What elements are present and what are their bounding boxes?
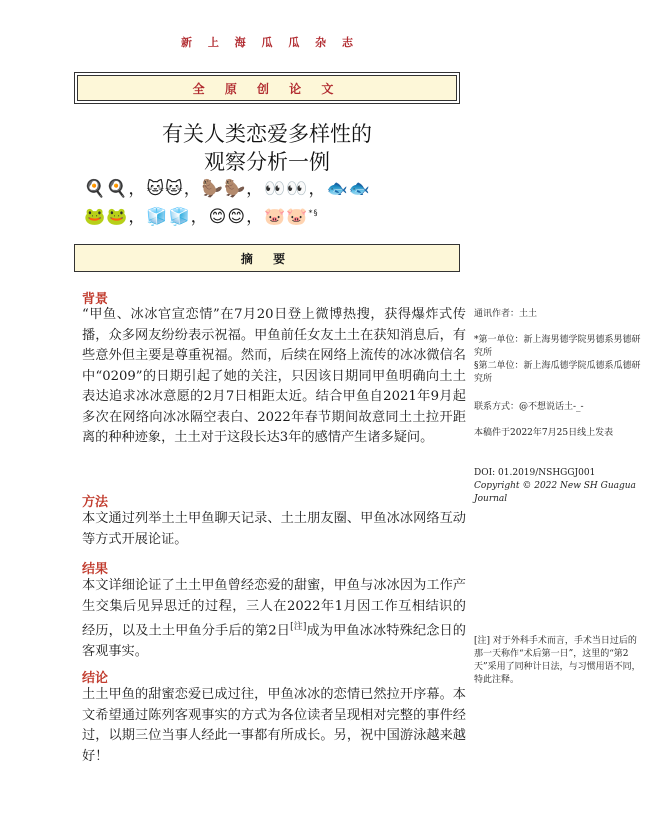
results-note-mark: [注]	[290, 622, 307, 632]
author-emoji-row-1: 🍳🍳，🐱🐱，🦫🦫，👀👀，🐟🐟	[84, 179, 371, 199]
results-heading: 结果	[82, 562, 109, 577]
methods-text: 本文通过列举土土甲鱼聊天记录、土土朋友圈、甲鱼冰冰网络互动等方式开展论证。	[82, 511, 466, 547]
author-emoji-row-2	[84, 202, 464, 227]
title-line-1: 有关人类恋爱多样性的	[162, 122, 372, 146]
conclusion-heading: 结论	[82, 671, 109, 686]
author-emoji-row-2-text: 🐸🐸，🧊🧊，😊😊，🐷🐷	[84, 207, 309, 227]
contact-info: 联系方式：@不想说话土-_-	[474, 402, 584, 412]
author-footnote-mark: *§	[308, 208, 319, 218]
doi-block	[474, 467, 642, 506]
results-text-before: 本文详细论证了土土甲鱼曾经恋爱的甜蜜，甲鱼与冰冰因为工作产生交集后见异思迁的过程，三人在2022年1月因工作互相结识的经历，以及土土甲鱼分手后的第2日	[82, 578, 466, 639]
affiliations	[474, 334, 642, 386]
conclusion-text: 土土甲鱼的甜蜜恋爱已成过往，甲鱼冰冰的恋情已然拉开序幕。本文希望通过陈列客观事实的方式为各位读者呈现相对完整的事件经过，以期三位当事人经此一事都有所成长。另，祝中国游泳越来越好！	[82, 687, 466, 764]
affiliation-1: *第一单位：新上海男德学院男德系男德研究所	[474, 335, 641, 358]
results-text-after: 成为甲鱼冰冰特殊纪念日的客观事实。	[82, 623, 466, 659]
article-type-label: 全 原 创 论 文	[77, 75, 457, 101]
background-heading: 背景	[82, 292, 109, 307]
doi: DOI: 01.2019/NSHGGJ001	[474, 468, 596, 478]
corresponding-author: 通讯作者：土土	[474, 309, 538, 319]
footnote: [注] 对于外科手术而言，手术当日过后的那一天称作“术后第一日”，这里的“第2天”采用了同种计日法，与习惯用语不同，特此注释。	[474, 636, 641, 685]
abstract-heading: 摘 要	[74, 244, 460, 272]
article-type-banner	[74, 72, 460, 104]
journal-name: 新 上 海 瓜 瓜 杂 志	[181, 36, 359, 49]
methods-heading: 方法	[82, 495, 109, 510]
background-text: “甲鱼、冰冰官宣恋情”在7月20日登上微博热搜，获得爆炸式传播，众多网友纷纷表示祝福。甲鱼前任女友土土在获知消息后，有些意外但主要是尊重祝福。然而，后续在网络上流传的冰冰微信名中“0209”的日期引起了她的关注，只因该日期同甲鱼明确向土土表达追求冰冰意愿的2月7日相距太近。结合甲鱼自2021年9月起多次在网络向冰冰隔空表白、2022年春节期间故意同土土拉开距离的种种迹象，土土对于这段长达3年的感情产生诸多疑问。	[82, 307, 466, 445]
affiliation-2: §第二单位：新上海瓜德学院瓜德系瓜德研究所	[474, 361, 641, 384]
copyright: Copyright © 2022 New SH Guagua Journal	[474, 481, 636, 504]
results-text	[82, 576, 466, 662]
title-line-2: 观察分析一例	[204, 150, 330, 174]
publish-date: 本稿件于2022年7月25日线上发表	[474, 428, 614, 438]
